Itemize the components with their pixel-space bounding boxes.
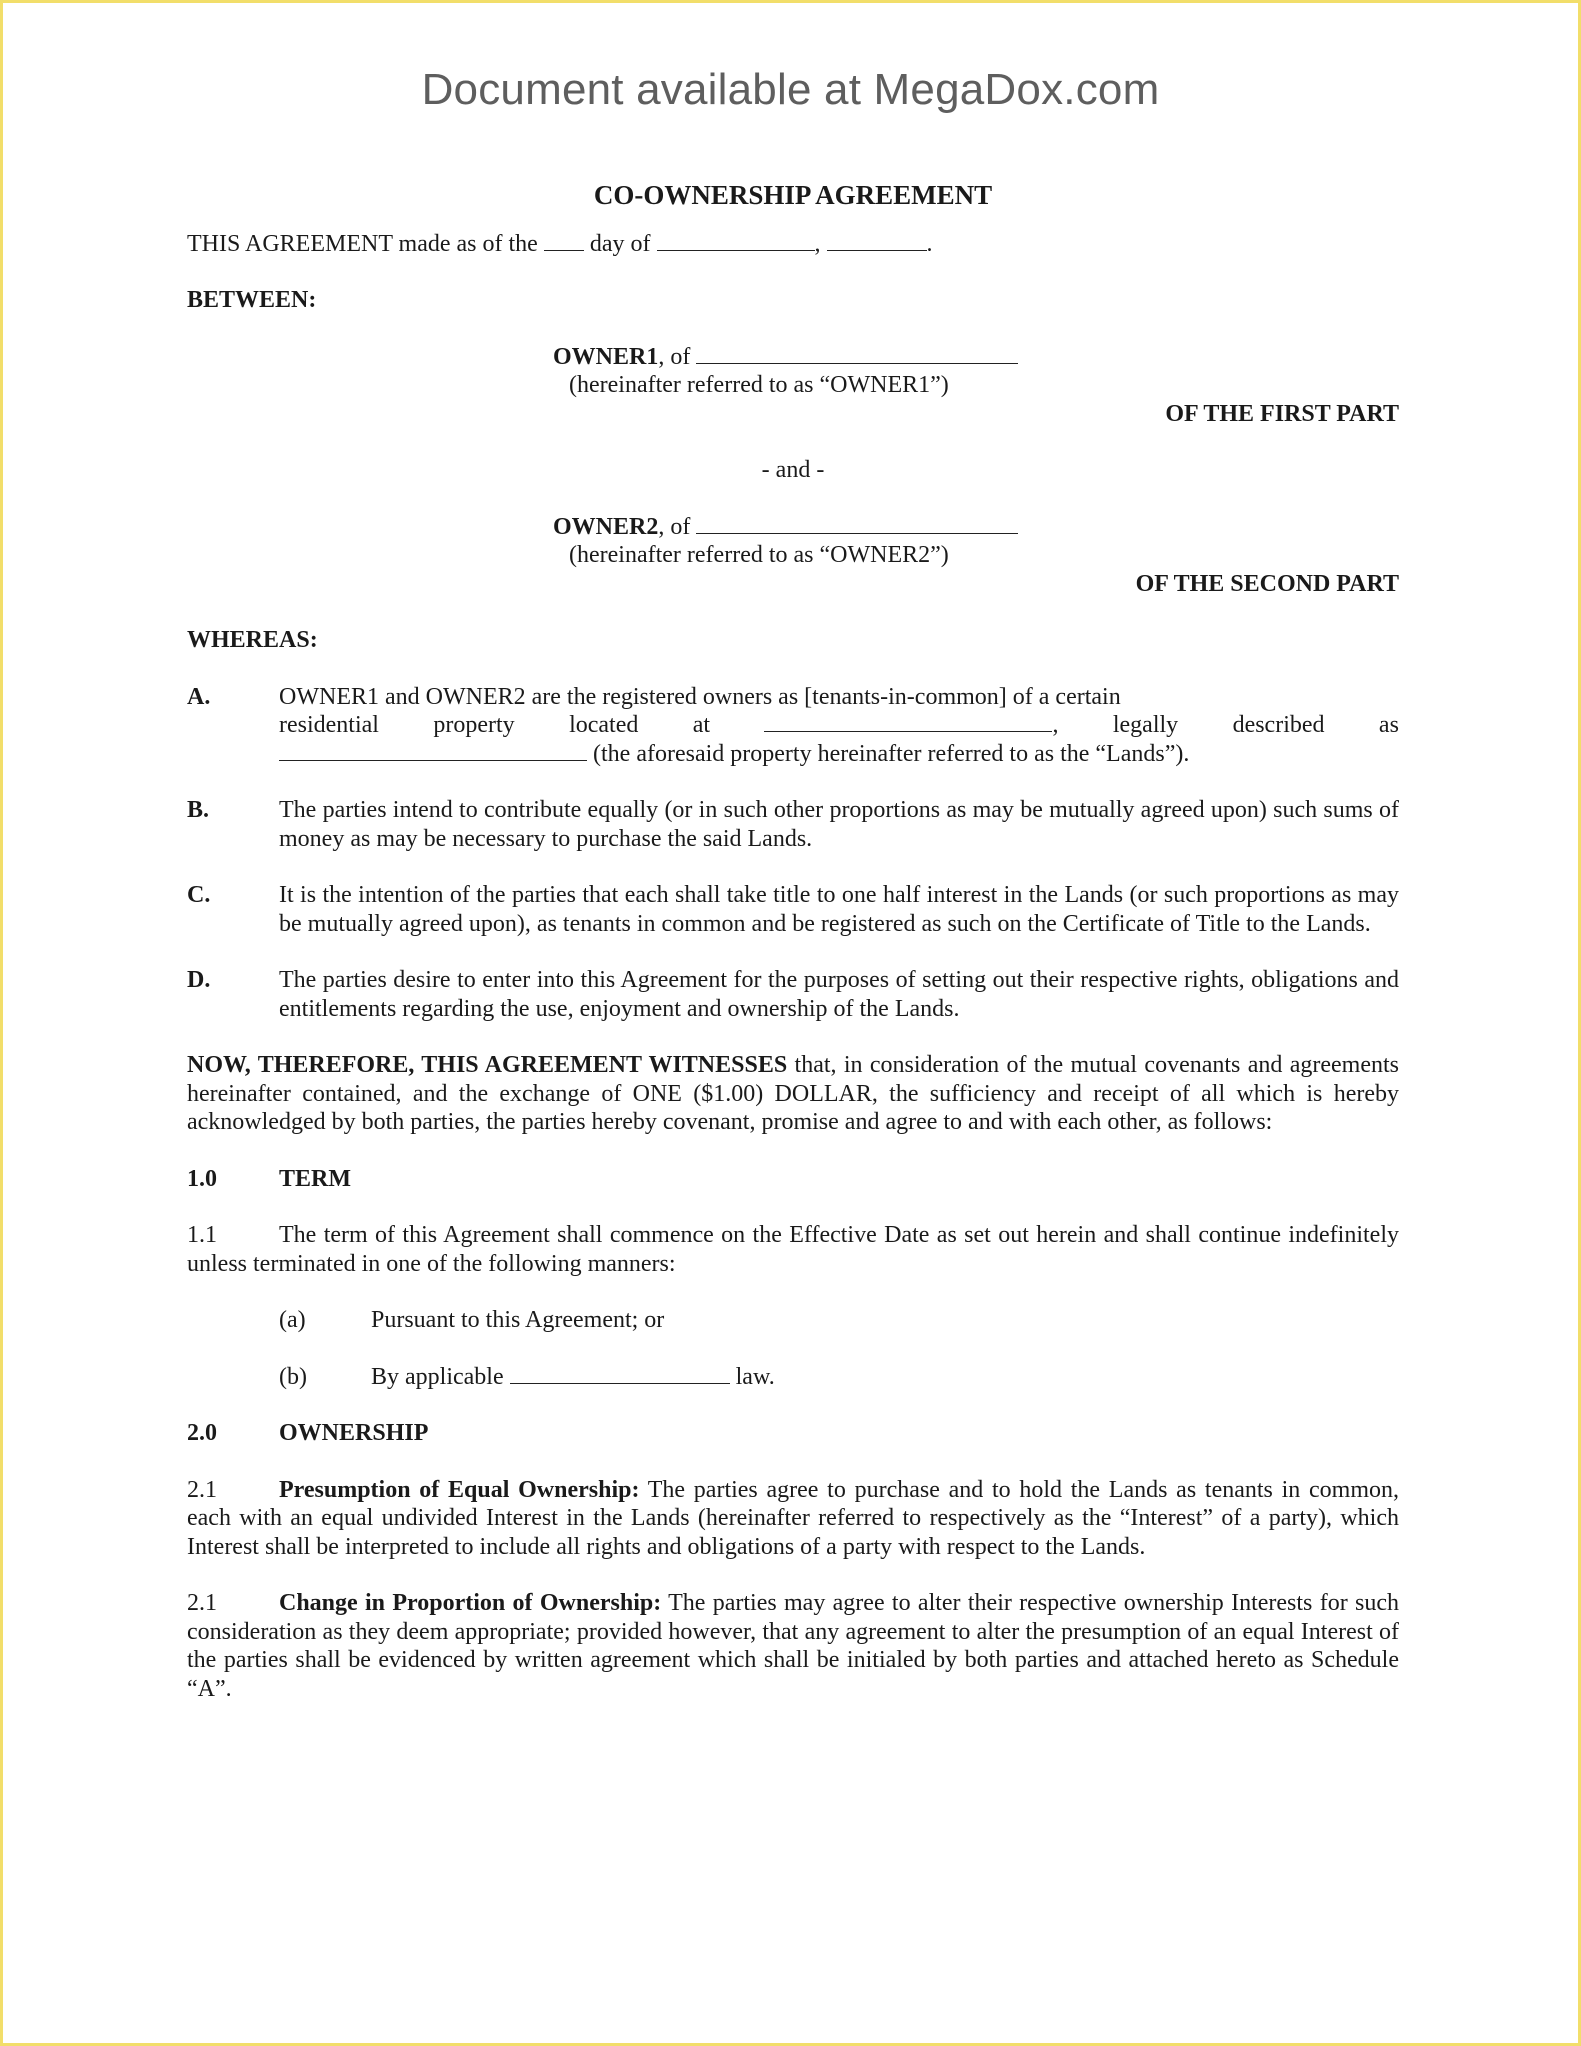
year-blank[interactable] [827, 230, 927, 251]
recital-a-line3: (the aforesaid property hereinafter referred to as the “Lands”). [279, 740, 1399, 769]
document-body [187, 181, 1399, 1731]
between-heading: BETWEEN: [187, 287, 317, 313]
clause-2-1: 2.1 Presumption of Equal Ownership: The parties agree to purchase and to hold the Lands as tenants in common, each with an equal undivided Interest in the Lands (hereinafter referred to respectively as the “Interest” of a party), which Interest shall be interpreted to include all rights and obligations of a party with respect to the Lands. [187, 1476, 1399, 1560]
recital-b: B. The parties intend to contribute equally (or in such other proportions as may be mutually agreed upon) such sums of money as may be necessary to purchase the said Lands. [187, 797, 1399, 852]
recital-a-line2: residential property located at , legally described as [279, 712, 1399, 738]
witness-paragraph: NOW, THEREFORE, THIS AGREEMENT WITNESSES that, in consideration of the mutual covenants and agreements hereinafter contained, and the exchange of ONE ($1.00) DOLLAR, the sufficiency and receipt of all which is hereby acknowledged by both parties, the parties hereby covenant, promise and agree to and with each other, as follows: [187, 1052, 1399, 1135]
recital-c: C. It is the intention of the parties that each shall take title to one half interest in the Lands (or such proportions as may be mutually agreed upon), as tenants in common and be registered as such on the Certificate of Title to the Lands. [187, 882, 1399, 937]
second-part-label: OF THE SECOND PART [1135, 570, 1399, 597]
whereas-heading: WHEREAS: [187, 627, 318, 653]
document-page [3, 3, 1578, 2043]
recital-d: D. The parties desire to enter into this Agreement for the purposes of setting out their respective rights, obligations and entitlements regarding the use, enjoyment and ownership of the Lands. [187, 967, 1399, 1022]
owner2-name: OWNER2 [553, 513, 659, 540]
section-2-heading: 2.0 OWNERSHIP [187, 1420, 429, 1446]
owner1-reference: (hereinafter referred to as “OWNER1”) [569, 372, 949, 398]
property-location-blank[interactable] [764, 711, 1052, 732]
owner1-address-blank[interactable] [696, 343, 1018, 364]
recital-a-line1: OWNER1 and OWNER2 are the registered owners as [tenants-in-common] of a certain [279, 683, 1121, 710]
day-blank[interactable] [544, 230, 584, 251]
owner1-name: OWNER1 [553, 343, 659, 370]
legal-description-blank[interactable] [279, 740, 587, 761]
owner2-address-blank[interactable] [696, 513, 1018, 534]
first-part-label: OF THE FIRST PART [1165, 400, 1399, 427]
agreement-date-line: THIS AGREEMENT made as of the day of , . [187, 230, 933, 257]
owner2-block: OWNER2, of (hereinafter referred to as “OWNER2”) [553, 513, 1399, 570]
clause-1-1-a: (a) Pursuant to this Agreement; or [279, 1307, 665, 1333]
clause-1-1-b: (b) By applicable law. [279, 1363, 775, 1390]
recital-c-text: It is the intention of the parties that each shall take title to one half interest in the Lands (or such proportions as may be mutually agreed upon), as tenants in common and be registered as such on the Certificate of Title to the Lands. [279, 882, 1399, 937]
recital-a [187, 683, 1399, 769]
recital-d-text: The parties desire to enter into this Agreement for the purposes of setting out their respective rights, obligations and entitlements regarding the use, enjoyment and ownership of the Lands. [279, 967, 1399, 1022]
applicable-law-blank[interactable] [510, 1363, 730, 1384]
clause-2-2: 2.1 Change in Proportion of Ownership: The parties may agree to alter their respective ownership Interests for such consideration as they deem appropriate; provided however, that any agreement to alter the presumption of an equal Interest of the parties shall be evidenced by written agreement which shall be initialed by both parties and attached hereto as Schedule “A”. [187, 1590, 1399, 1702]
clause-1-1: 1.1 The term of this Agreement shall commence on the Effective Date as set out herein and shall continue indefinitely unless terminated in one of the following manners: [187, 1222, 1399, 1277]
owner2-reference: (hereinafter referred to as “OWNER2”) [569, 542, 949, 568]
recital-a-label: A. [187, 683, 211, 710]
recital-b-text: The parties intend to contribute equally (or in such other proportions as may be mutually agreed upon) such sums of money as may be necessary to purchase the said Lands. [279, 797, 1399, 852]
megadox-banner: Document available at MegaDox.com [421, 65, 1160, 114]
document-title: CO-OWNERSHIP AGREEMENT [593, 180, 993, 210]
month-blank[interactable] [657, 230, 815, 251]
owner1-block: OWNER1, of (hereinafter referred to as “OWNER1”) [553, 343, 1399, 400]
section-1-heading: 1.0 TERM [187, 1165, 351, 1192]
and-separator: - and - [761, 457, 825, 483]
